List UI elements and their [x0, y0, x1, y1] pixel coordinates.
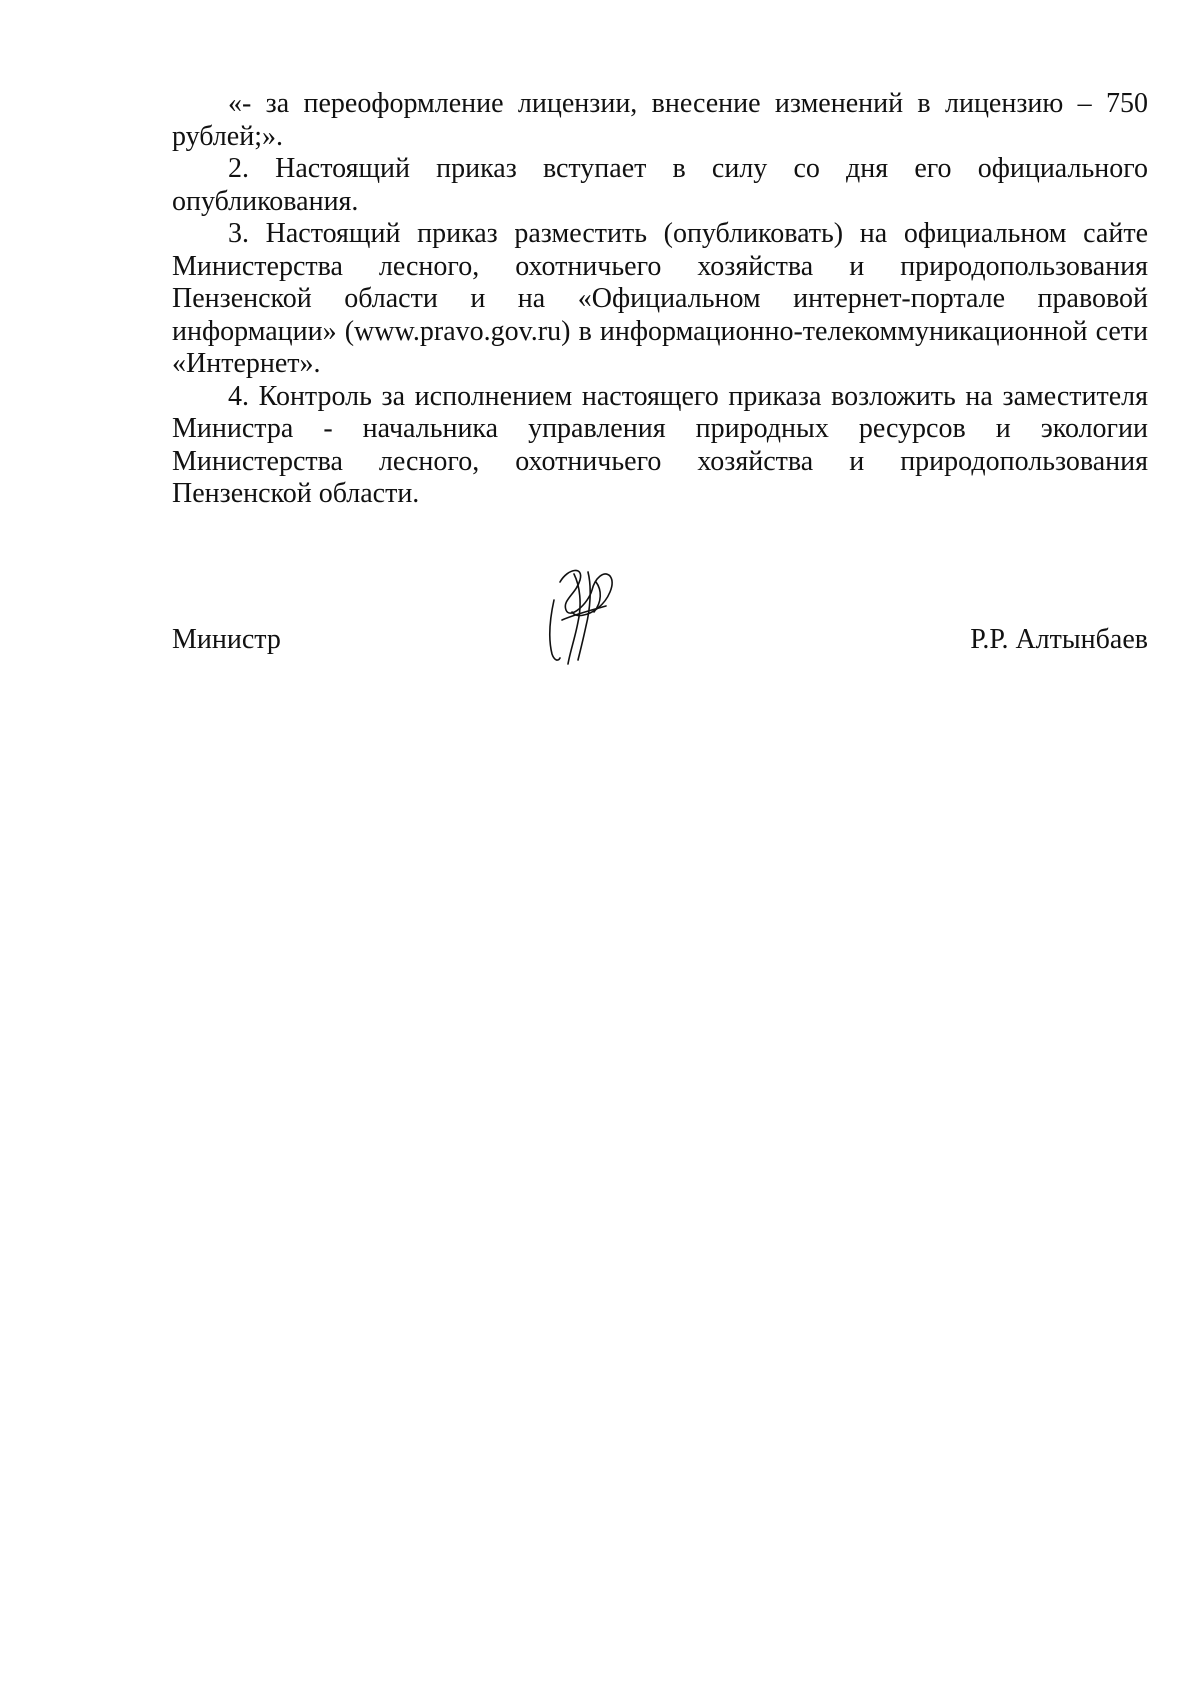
paragraph-control: 4. Контроль за исполнением настоящего приказа возложить на заместителя Министра - начальника управления природных ресурсов и экологии Министерства лесного, охотничьего хозяйства и природопользования Пензенской области.: [172, 380, 1148, 509]
paragraph-publication: 3. Настоящий приказ разместить (опубликовать) на официальном сайте Министерства лесного, охотничьего хозяйства и природопользования Пензенской области и на «Официальном интернет-портале правовой информации» (www.pravo.gov.ru) в информационно-телекоммуникационной сети «Интернет».: [172, 218, 1148, 379]
document-body: [172, 88, 1148, 511]
handwritten-signature: [532, 560, 632, 670]
signature-block: [172, 560, 1148, 680]
paragraph-fee-clause: «- за переоформление лицензии, внесение изменений в лицензию – 750 рублей;».: [172, 88, 1148, 152]
signatory-position: Министр: [172, 624, 281, 655]
paragraph-effective-date: 2. Настоящий приказ вступает в силу со дня его официального опубликования.: [172, 153, 1148, 217]
signatory-name: Р.Р. Алтынбаев: [970, 624, 1148, 655]
